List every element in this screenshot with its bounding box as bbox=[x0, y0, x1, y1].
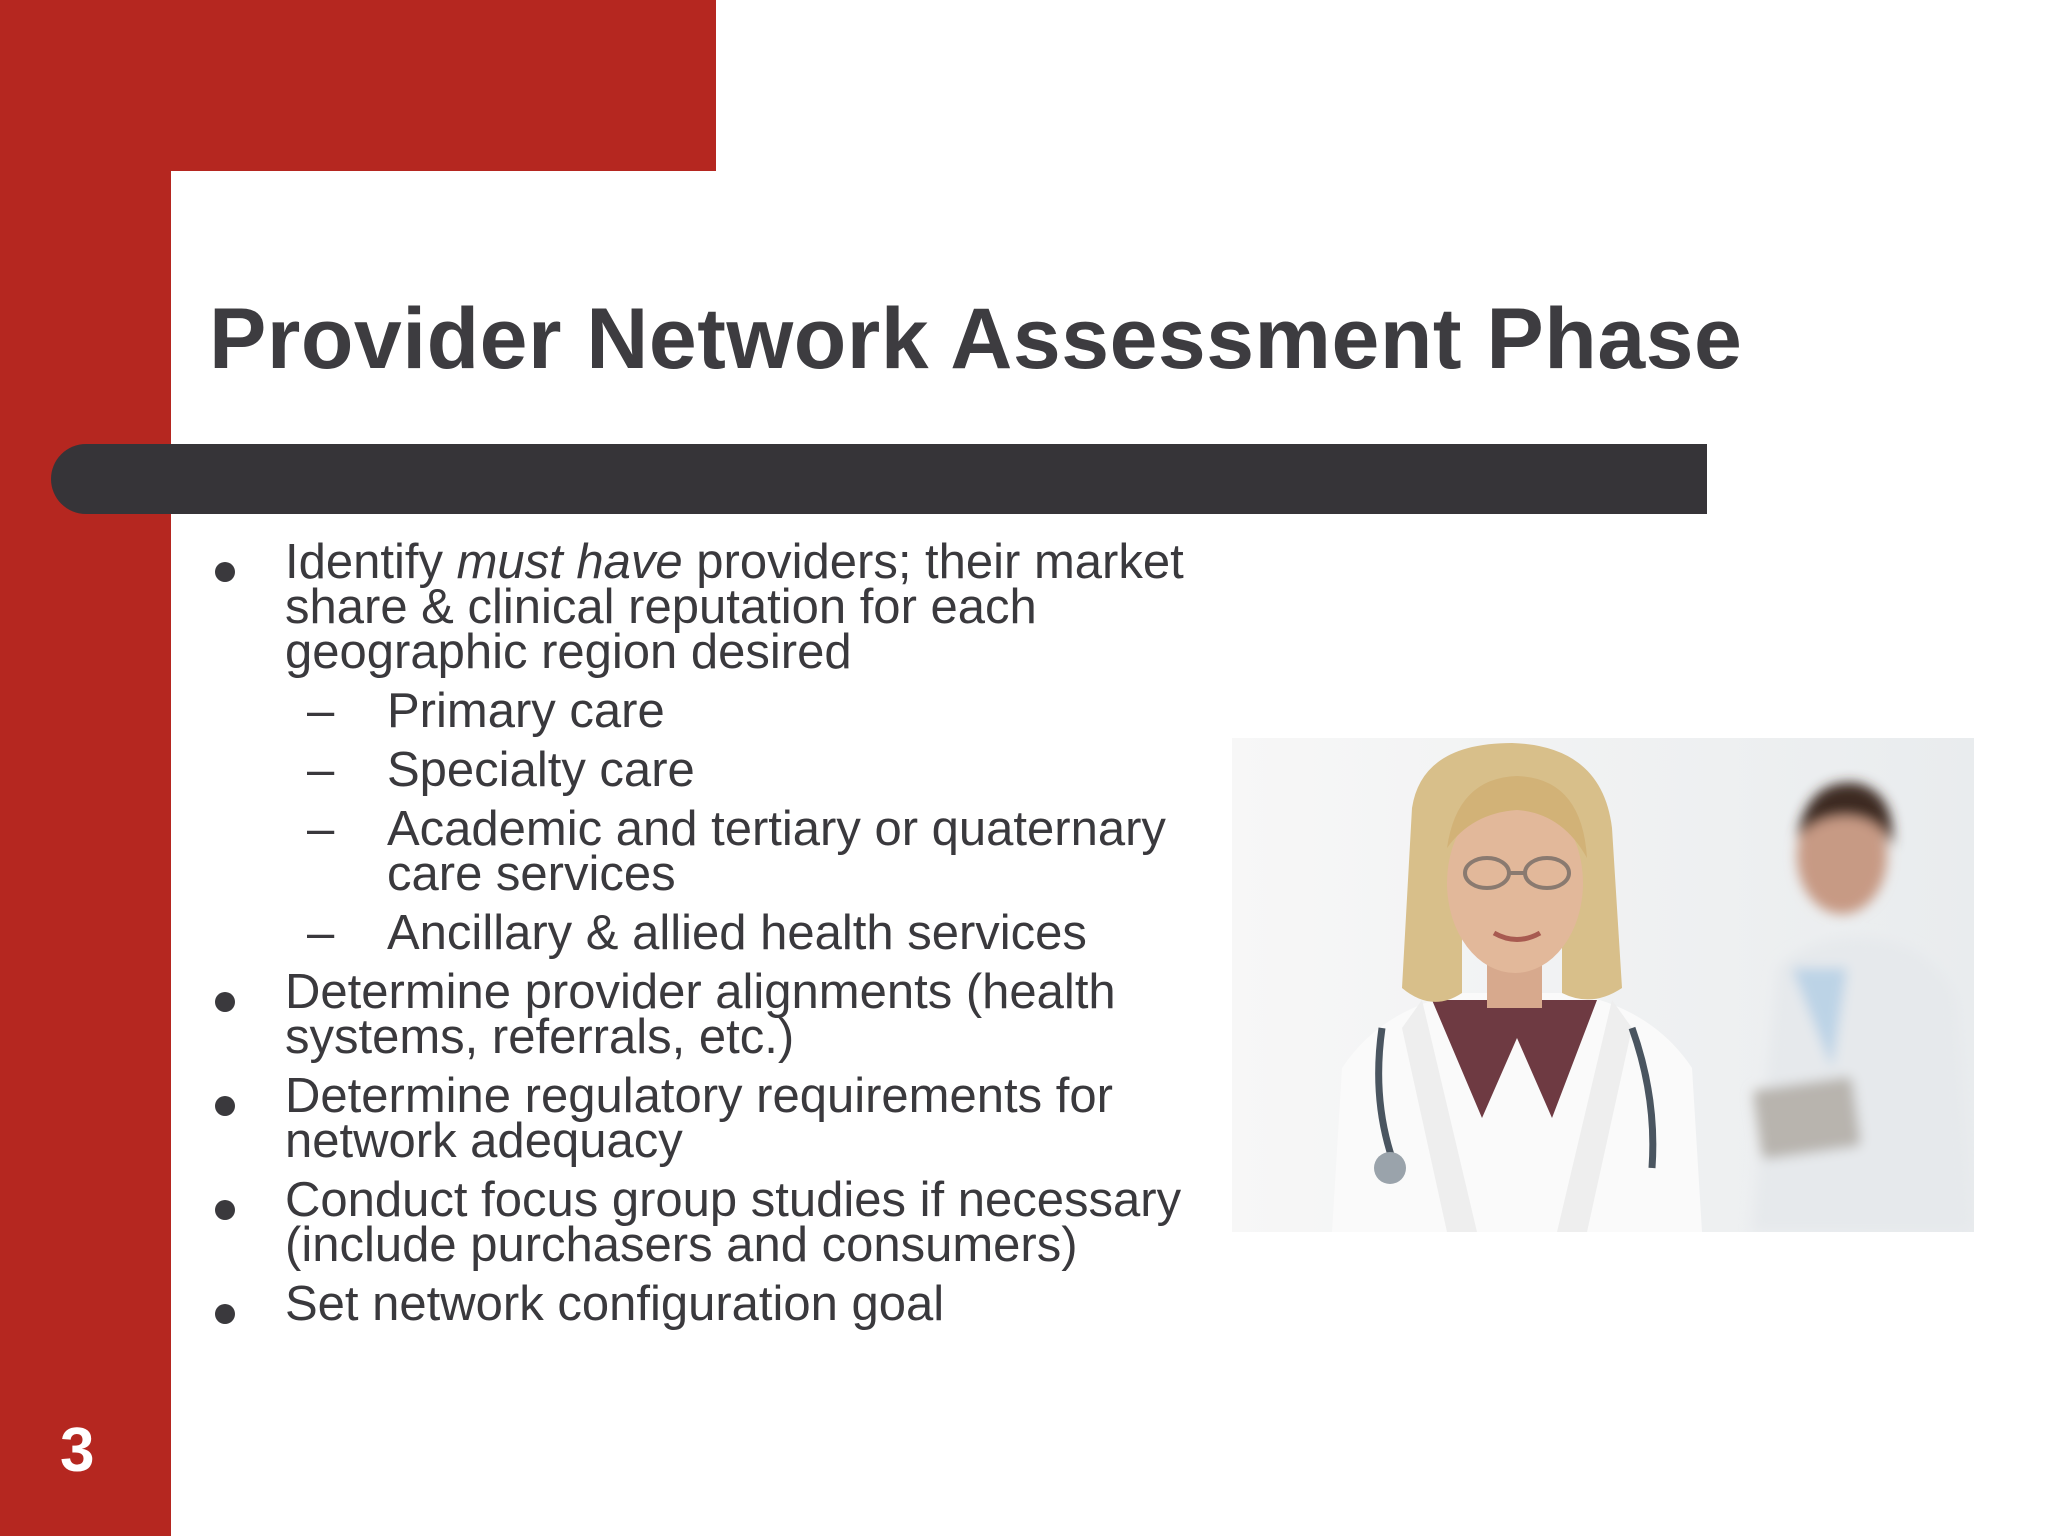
sub-bullet-item-4: – Ancillary & allied health services bbox=[307, 906, 1087, 960]
bullet-list bbox=[209, 535, 1209, 1341]
sub-bullet-dash: – bbox=[307, 743, 335, 797]
sub-bullet-dash: – bbox=[307, 802, 335, 856]
bullet-item-3: Determine regulatory requirements for network adequacy bbox=[209, 1074, 1209, 1164]
bullet-dot bbox=[215, 1096, 235, 1116]
doctors-illustration bbox=[1232, 738, 1974, 1232]
sub-bullet-dash: – bbox=[307, 684, 335, 738]
sub-bullet-list bbox=[285, 684, 1209, 960]
bullet-item-2: Determine provider alignments (health systems, referrals, etc.) bbox=[209, 970, 1209, 1060]
bullet-dot bbox=[215, 562, 235, 582]
bullet-dot bbox=[215, 1304, 235, 1324]
slide-number: 3 bbox=[60, 1416, 95, 1485]
slide-title: Provider Network Assessment Phase bbox=[209, 291, 1743, 387]
bullet-item-1 bbox=[209, 535, 1209, 960]
bullet-item-4: Conduct focus group studies if necessary (include purchasers and consumers) bbox=[209, 1178, 1209, 1268]
sub-bullet-item-1: – Primary care bbox=[307, 684, 665, 738]
sub-bullet-item-3: – Academic and tertiary or quaternary care services bbox=[307, 802, 1166, 901]
bullet-1-text: Identify must have providers; their market share & clinical reputation for each geographic region desired bbox=[285, 535, 1184, 679]
sub-bullet-dash: – bbox=[307, 906, 335, 960]
top-red-band bbox=[0, 0, 716, 171]
title-underline-bar bbox=[51, 444, 1707, 514]
left-red-band bbox=[0, 0, 171, 1536]
doctors-photo bbox=[1232, 738, 1974, 1232]
bullet-item-5: Set network configuration goal bbox=[209, 1282, 1209, 1327]
sub-bullet-item-2: – Specialty care bbox=[307, 743, 695, 797]
bullet-dot bbox=[215, 1200, 235, 1220]
bullet-dot bbox=[215, 992, 235, 1012]
